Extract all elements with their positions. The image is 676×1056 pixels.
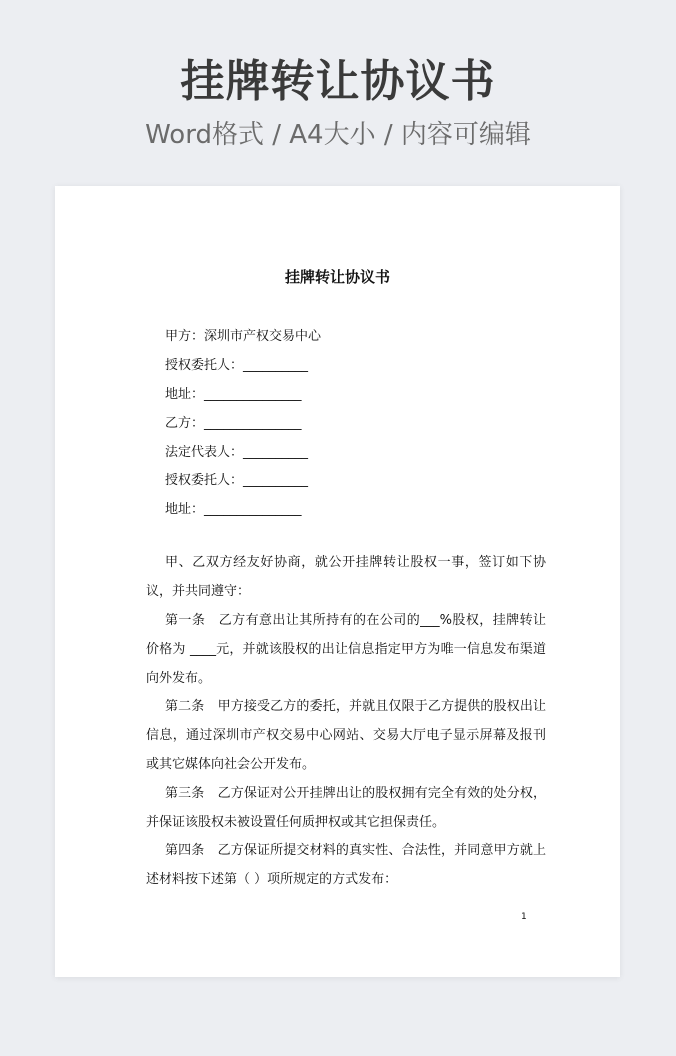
party-b-name: 乙方：_______________: [165, 416, 302, 431]
party-b-address: 地址：_______________: [165, 502, 302, 517]
article-2-paragraph: 第二条 甲方接受乙方的委托，并就且仅限于乙方提供的股权出让信息，通过深圳市产权交易中心网站、交易大厅电子显示屏幕及报刊或其它媒体向社会公开发布。: [146, 699, 546, 772]
banner-title: 挂牌转让协议书: [180, 56, 496, 107]
party-a-name: 甲方：深圳市产权交易中心: [165, 329, 322, 344]
banner-subtitle: Word格式 / A4大小 / 内容可编辑: [145, 120, 531, 150]
page-number: 1: [521, 912, 527, 922]
party-b-legal-rep: 法定代表人：__________: [165, 445, 309, 460]
preamble-paragraph: 甲、乙双方经友好协商，就公开挂牌转让股权一事，签订如下协议，并共同遵守：: [146, 555, 546, 599]
article-4-paragraph: 第四条 乙方保证所提交材料的真实性、合法性，并同意甲方就上述材料按下述第（ ）项所规定的方式发布：: [146, 843, 546, 887]
article-1-paragraph: 第一条 乙方有意出让其所持有的在公司的___%股权，挂牌转让价格为 ____元，并就该股权的出让信息指定甲方为唯一信息发布渠道向外发布。: [146, 613, 546, 686]
document-title: 挂牌转让协议书: [284, 268, 390, 286]
party-b-agent: 授权委托人：__________: [165, 473, 309, 488]
document-page: [55, 186, 620, 977]
party-a-address: 地址：_______________: [165, 387, 302, 402]
party-a-agent: 授权委托人：__________: [165, 358, 309, 373]
article-3-paragraph: 第三条 乙方保证对公开挂牌出让的股权拥有完全有效的处分权，并保证该股权未被设置任何质押权或其它担保责任。: [146, 786, 546, 830]
